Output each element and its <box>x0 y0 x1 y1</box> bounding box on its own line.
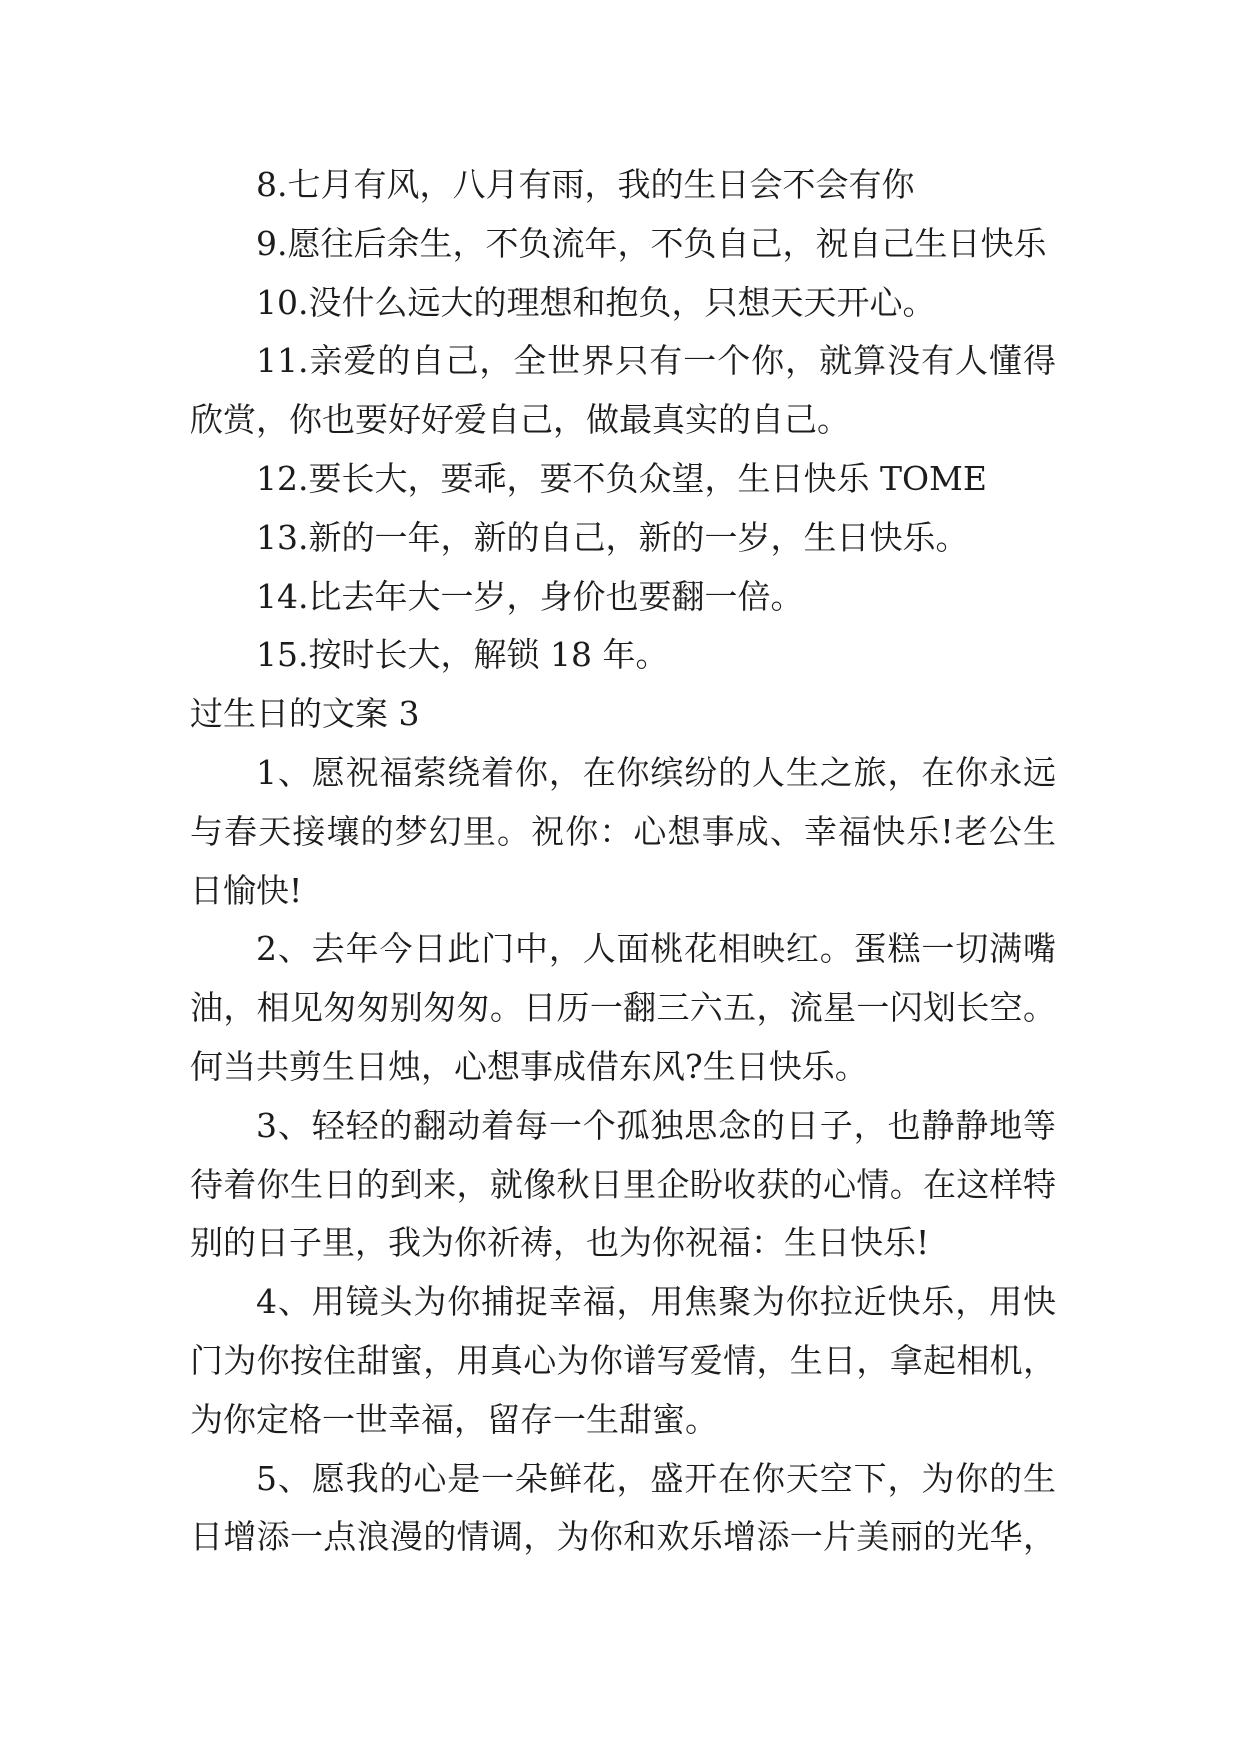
list-item <box>190 920 1056 1096</box>
paragraph-line: 15.按时长大，解锁 18 年。 <box>256 635 669 675</box>
paragraph-line: 2、去年今日此门中，人面桃花相映红。蛋糕一切满嘴 <box>256 929 1056 969</box>
paragraph-line: 4、用镜头为你捕捉幸福，用焦聚为你拉近快乐，用快 <box>256 1282 1056 1322</box>
paragraph-line: 欣赏，你也要好好爱自己，做最真实的自己。 <box>190 400 850 440</box>
paragraph-line: 9.愿往后余生，不负流年，不负自己，祝自己生日快乐 <box>256 223 1047 263</box>
list-item <box>190 332 1056 450</box>
list-item <box>190 1273 1056 1449</box>
paragraph-line: 8.七月有风，八月有雨，我的生日会不会有你 <box>256 165 915 204</box>
paragraph-line: 何当共剪生日烛，心想事成借东风?生日快乐。 <box>190 1046 868 1086</box>
paragraph-line: 别的日子里，我为你祈祷，也为你祝福：生日快乐! <box>190 1223 930 1263</box>
list-item <box>190 568 1056 627</box>
list-item <box>190 1097 1056 1273</box>
paragraph-line: 11.亲爱的自己，全世界只有一个你，就算没有人懂得 <box>256 341 1056 381</box>
list-item <box>190 744 1056 920</box>
document-body <box>190 156 1056 1567</box>
list-item <box>190 1450 1056 1568</box>
list-item <box>190 156 1056 215</box>
list-item <box>190 509 1056 568</box>
paragraph-line: 5、愿我的心是一朵鲜花，盛开在你天空下，为你的生 <box>256 1458 1056 1498</box>
list-item <box>190 626 1056 685</box>
paragraph-line: 12.要长大，要乖，要不负众望，生日快乐 TOME <box>256 458 987 498</box>
paragraph-line: 为你定格一世幸福，留存一生甜蜜。 <box>190 1399 718 1439</box>
paragraph-line: 1、愿祝福萦绕着你，在你缤纷的人生之旅，在你永远 <box>256 752 1056 792</box>
paragraph-line: 3、轻轻的翻动着每一个孤独思念的日子，也静静地等 <box>256 1105 1056 1145</box>
paragraph-line: 日愉快! <box>190 870 303 910</box>
list-item <box>190 274 1056 333</box>
paragraph-line: 10.没什么远大的理想和抱负，只想天天开心。 <box>256 282 936 322</box>
list-item <box>190 450 1056 509</box>
section-heading: 过生日的文案 3 <box>190 694 420 734</box>
paragraph-line: 日增添一点浪漫的情调，为你和欢乐增添一片美丽的光华， <box>190 1517 1056 1557</box>
list-item <box>190 215 1056 274</box>
paragraph-line: 与春天接壤的梦幻里。祝你：心想事成、幸福快乐!老公生 <box>190 811 1056 851</box>
paragraph-line: 油，相见匆匆别匆匆。日历一翻三六五，流星一闪划长空。 <box>190 988 1056 1028</box>
paragraph-line: 待着你生日的到来，就像秋日里企盼收获的心情。在这样特 <box>190 1164 1056 1204</box>
paragraph-line: 门为你按住甜蜜，用真心为你谱写爱情，生日，拿起相机， <box>190 1340 1056 1380</box>
paragraph-line: 13.新的一年，新的自己，新的一岁，生日快乐。 <box>256 517 969 557</box>
paragraph-line: 14.比去年大一岁，身价也要翻一倍。 <box>256 576 804 616</box>
